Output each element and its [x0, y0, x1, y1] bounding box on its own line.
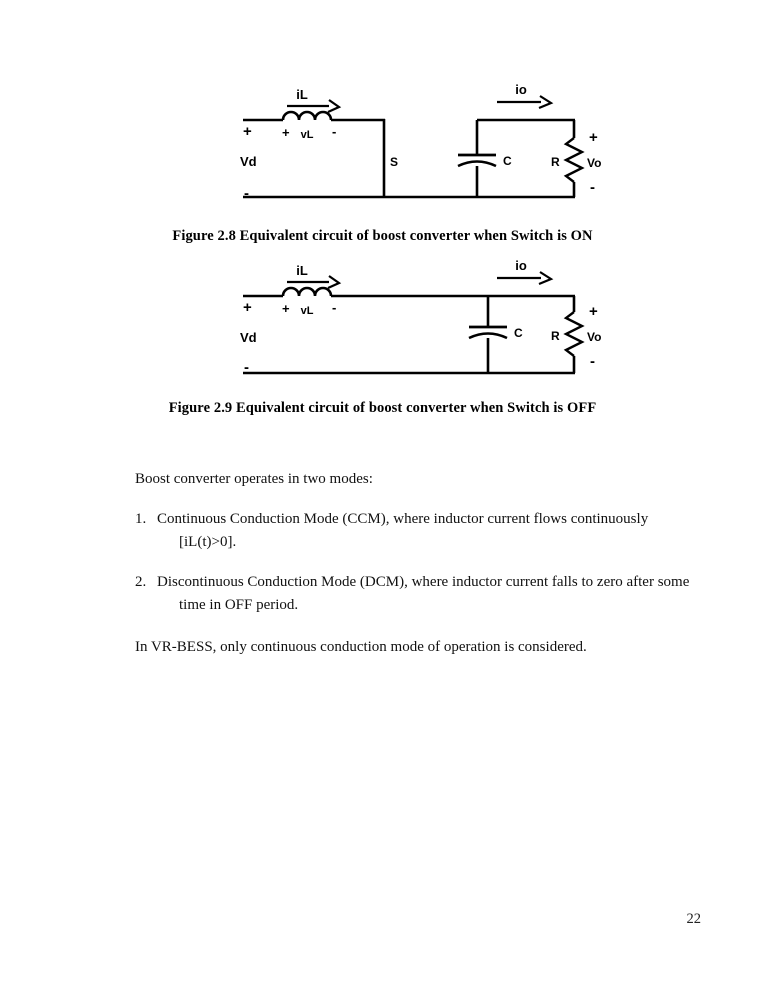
figure-2-8-circuit	[225, 80, 615, 210]
label-capacitor: C	[514, 326, 523, 340]
label-output-plus: +	[589, 303, 598, 320]
boost-converter-switch-on-svg	[225, 80, 615, 210]
inductor-symbol	[283, 288, 331, 296]
label-switch: S	[390, 155, 399, 169]
label-output-voltage: Vo	[587, 156, 602, 170]
list-item-ccm-line1: Continuous Conduction Mode (CCM), where inductor current flows continuously	[157, 511, 649, 527]
label-inductor-current: iL	[296, 87, 308, 102]
label-inductor-minus: -	[332, 124, 337, 139]
body-intro-paragraph: Boost converter operates in two modes:	[135, 471, 373, 487]
resistor-symbol	[566, 138, 582, 182]
label-inductor-plus: +	[282, 125, 290, 140]
label-output-current: io	[515, 82, 527, 97]
list-item-dcm	[135, 571, 722, 618]
capacitor-plate-bottom	[469, 334, 507, 339]
list-item-ccm-number: 1.	[135, 511, 147, 527]
label-source-plus: +	[243, 123, 252, 140]
label-output-minus: -	[590, 353, 595, 370]
inductor-current-arrow-head	[328, 276, 339, 288]
list-item-ccm-line2: [iL(t)>0].	[179, 534, 237, 551]
label-output-voltage: Vo	[587, 330, 602, 344]
capacitor-plate-bottom	[458, 162, 496, 167]
label-inductor-minus: -	[332, 300, 337, 315]
label-inductor-plus: +	[282, 301, 290, 316]
label-inductor-voltage: vL	[300, 305, 314, 317]
label-source-plus: +	[243, 299, 252, 316]
label-source-minus: -	[244, 185, 249, 202]
inductor-current-arrow-head	[328, 100, 339, 112]
label-capacitor: C	[503, 154, 512, 168]
list-item-dcm-line2: time in OFF period.	[179, 597, 299, 614]
list-item-ccm	[135, 508, 722, 555]
inductor-symbol	[283, 112, 331, 120]
label-output-current: io	[515, 258, 527, 273]
label-source-name: Vd	[240, 330, 257, 345]
list-item-dcm-number: 2.	[135, 574, 147, 590]
label-inductor-voltage: vL	[300, 129, 314, 141]
label-source-minus: -	[244, 359, 249, 376]
label-output-minus: -	[590, 179, 595, 196]
resistor-symbol	[566, 312, 582, 356]
label-resistor: R	[551, 155, 560, 169]
label-source-name: Vd	[240, 154, 257, 169]
label-inductor-current: iL	[296, 263, 308, 278]
list-item-dcm-line1: Discontinuous Conduction Mode (DCM), where inductor current falls to zero after some	[157, 574, 690, 590]
body-closing-paragraph: In VR-BESS, only continuous conduction mode of operation is considered.	[135, 639, 587, 655]
label-resistor: R	[551, 329, 560, 343]
boost-converter-switch-off-svg	[225, 258, 615, 383]
page-number: 22	[686, 911, 701, 927]
figure-2-9-circuit	[225, 258, 615, 383]
figure-2-8-caption: Figure 2.8 Equivalent circuit of boost converter when Switch is ON	[172, 228, 593, 244]
label-output-plus: +	[589, 129, 598, 146]
figure-2-9-caption: Figure 2.9 Equivalent circuit of boost converter when Switch is OFF	[168, 400, 597, 416]
